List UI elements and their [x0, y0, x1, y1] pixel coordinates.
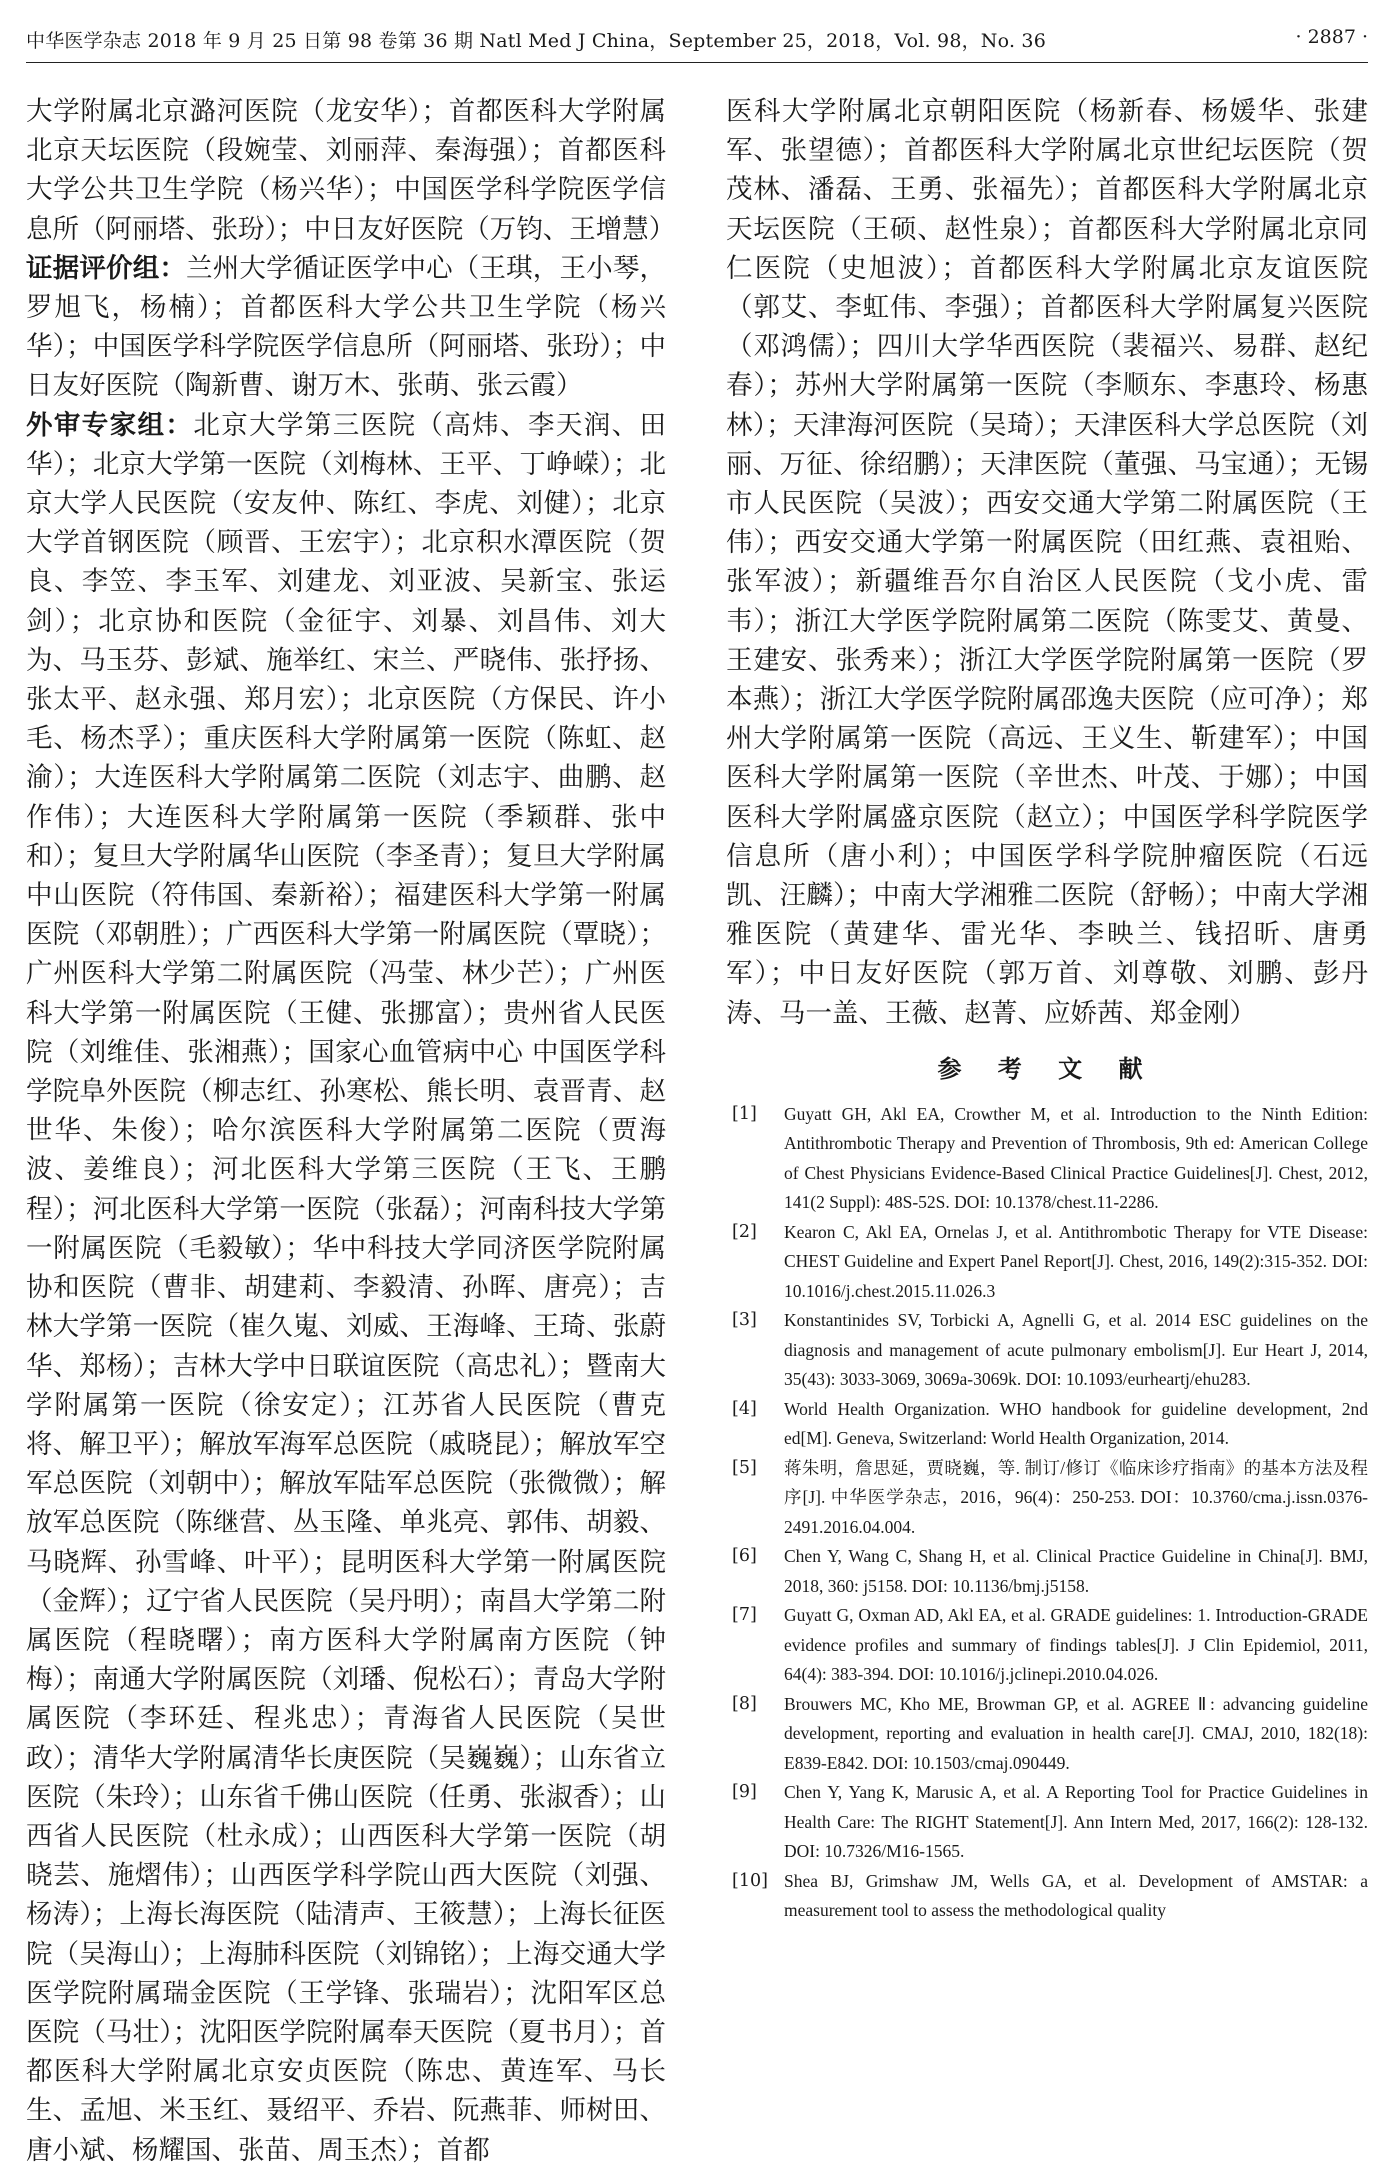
review-group-paragraph — [26, 406, 666, 2170]
reference-text: Kearon C, Akl EA, Ornelas J, et al. Antithrombotic Therapy for VTE Disease: CHEST Guideline and Expert Panel Report[J]. Chest, 2016, 149(2):315-352. DOI: 10.1016/j.chest.2015.11.026.3 — [784, 1221, 1368, 1301]
reference-text: Guyatt G, Oxman AD, Akl EA, et al. GRADE guidelines: 1. Introduction-GRADE evidence profiles and summary of findings tables[J]. J Clin Epidemiol, 2011, 64(4): 383-394. DOI: 10.1016/j.jclinepi.2010.04.026. — [784, 1605, 1368, 1685]
reference-number: [3] — [732, 1310, 757, 1331]
reference-item — [726, 1395, 1368, 1454]
evidence-group-text: 兰州大学循证医学中心（王琪，王小琴，罗旭飞，杨楠）；首都医科大学公共卫生学院（杨兴华）；中国医学科学院医学信息所（阿丽塔、张玢）；中日友好医院（陶新曹、谢万木、张萌、张云霞） — [26, 252, 667, 402]
reference-number: [9] — [732, 1782, 757, 1803]
reference-item — [726, 1218, 1368, 1307]
reference-number: [5] — [732, 1457, 757, 1478]
page-number: · 2887 · — [1295, 26, 1368, 48]
reference-number: [4] — [732, 1398, 757, 1419]
reference-text: Chen Y, Wang C, Shang H, et al. Clinical Practice Guideline in China[J]. BMJ, 2018, 360: j5158. DOI: 10.1136/bmj.j5158. — [784, 1546, 1368, 1596]
reference-text: Shea BJ, Grimshaw JM, Wells GA, et al. Development of AMSTAR: a measurement tool to assess the methodological quality — [784, 1870, 1368, 1921]
reference-item — [726, 1867, 1368, 1926]
reference-number: [6] — [732, 1546, 757, 1567]
reference-number: [1] — [732, 1103, 757, 1124]
reference-item — [726, 1601, 1368, 1690]
reference-text: 蒋朱明，詹思延，贾晓巍，等. 制订/修订《临床诊疗指南》的基本方法及程序[J]. 中华医学杂志，2016，96(4)：250-253. DOI：10.3760/cma.j.issn.0376-2491.2016.04.004. — [784, 1457, 1368, 1537]
affiliation-paragraph-continued: 医科大学附属北京朝阳医院（杨新春、杨媛华、张建军、张望德）；首都医科大学附属北京世纪坛医院（贺茂林、潘磊、王勇、张福先）；首都医科大学附属北京天坛医院（王硕、赵性泉）；首都医科大学附属北京同仁医院（史旭波）；首都医科大学附属北京友谊医院（郭艾、李虹伟、李强）；首都医科大学附属复兴医院（邓鸿儒）；四川大学华西医院（裴福兴、易群、赵纪春）；苏州大学附属第一医院（李顺东、李惠玲、杨惠林）；天津海河医院（吴琦）；天津医科大学总医院（刘丽、万征、徐绍鹏）；天津医院（董强、马宝通）；无锡市人民医院（吴波）；西安交通大学第二附属医院（王伟）；西安交通大学第一附属医院（田红燕、袁祖贻、张军波）；新疆维吾尔自治区人民医院（戈小虎、雷韦）；浙江大学医学院附属第二医院（陈雯艾、黄曼、王建安、张秀来）；浙江大学医学院附属第一医院（罗本燕）；浙江大学医学院附属邵逸夫医院（应可净）；郑州大学附属第一医院（高远、王义生、靳建军）；中国医科大学附属第一医院（辛世杰、叶茂、于娜）；中国医科大学附属盛京医院（赵立）；中国医学科学院医学信息所（唐小利）；中国医学科学院肿瘤医院（石远凯、汪麟）；中南大学湘雅二医院（舒畅）；中南大学湘雅医院（黄建华、雷光华、李映兰、钱招昕、唐勇军）；中日友好医院（郭万首、刘尊敬、刘鹏、彭丹涛、马一盖、王薇、赵菁、应娇茜、郑金刚） — [726, 96, 1368, 1029]
reference-number: [7] — [732, 1605, 757, 1626]
right-column — [726, 92, 1368, 2018]
reference-item — [726, 1778, 1368, 1867]
evidence-group-label: 证据评价组： — [26, 252, 187, 284]
review-group-text: 北京大学第三医院（高炜、李天润、田华）；北京大学第一医院（刘梅林、王平、丁峥嵘）；北京大学人民医院（安友仲、陈红、李虎、刘健）；北京大学首钢医院（顾晋、王宏宇）；北京积水潭医院（贺良、李笠、李玉军、刘建龙、刘亚波、吴新宝、张运剑）；北京协和医院（金征宇、刘暴、刘昌伟、刘大为、马玉芬、彭斌、施举红、宋兰、严晓伟、张抒扬、张太平、赵永强、郑月宏）；北京医院（方保民、许小毛、杨杰孚）；重庆医科大学附属第一医院（陈虹、赵渝）；大连医科大学附属第二医院（刘志宇、曲鹏、赵作伟）；大连医科大学附属第一医院（季颖群、张中和）；复旦大学附属华山医院（李圣青）；复旦大学附属中山医院（符伟国、秦新裕）；福建医科大学第一附属医院（邓朝胜）；广西医科大学第一附属医院（覃晓）；广州医科大学第二附属医院（冯莹、林少芒）；广州医科大学第一附属医院（王健、张挪富）；贵州省人民医院（刘维佳、张湘燕）；国家心血管病中心 中国医学科学院阜外医院（柳志红、孙寒松、熊长明、袁晋青、赵世华、朱俊）；哈尔滨医科大学附属第二医院（贾海波、姜维良）；河北医科大学第三医院（王飞、王鹏程）；河北医科大学第一医院（张磊）；河南科技大学第一附属医院（毛毅敏）；华中科技大学同济医学院附属协和医院（曹非、胡建莉、李毅清、孙晖、唐亮）；吉林大学第一医院（崔久嵬、刘威、王海峰、王琦、张蔚华、郑杨）；吉林大学中日联谊医院（高忠礼）；暨南大学附属第一医院（徐安定）；江苏省人民医院（曹克将、解卫平）；解放军海军总医院（戚晓昆）；解放军空军总医院（刘朝中）；解放军陆军总医院（张微微）；解放军总医院（陈继营、丛玉隆、单兆亮、郭伟、胡毅、马晓辉、孙雪峰、叶平）；昆明医科大学第一附属医院（金辉）；辽宁省人民医院（吴丹明）；南昌大学第二附属医院（程晓曙）；南方医科大学附属南方医院（钟梅）；南通大学附属医院（刘璠、倪松石）；青岛大学附属医院（李环廷、程兆忠）；青海省人民医院（吴世政）；清华大学附属清华长庚医院（吴巍巍）；山东省立医院（朱玲）；山东省千佛山医院（任勇、张淑香）；山西省人民医院（杜永成）；山西医科大学第一医院（胡晓芸、施熠伟）；山西医学科学院山西大医院（刘强、杨涛）；上海长海医院（陆清声、王筱慧）；上海长征医院（吴海山）；上海肺科医院（刘锦铭）；上海交通大学医学院附属瑞金医院（王学锋、张瑞岩）；沈阳军区总医院（马壮）；沈阳医学院附属奉天医院（夏书月）；首都医科大学附属北京安贞医院（陈忠、黄连军、马长生、孟旭、米玉红、聂绍平、乔岩、阮燕菲、师树田、唐小斌、杨耀国、张苗、周玉杰）；首都 — [26, 409, 667, 2166]
reference-item — [726, 1100, 1368, 1218]
reference-text: Guyatt GH, Akl EA, Crowther M, et al. Introduction to the Ninth Edition: Antithrombotic Therapy and Prevention of Thrombosis, 9th ed: American College of Chest Physicians Evidence-Based Clinical Practice Guidelines[J]. Chest, 2012, 141(2 Suppl): 48S-52S. DOI: 10.1378/chest.11-2286. — [784, 1103, 1368, 1213]
reference-text: Konstantinides SV, Torbicki A, Agnelli G, et al. 2014 ESC guidelines on the diagnosis and management of acute pulmonary embolism[J]. Eur Heart J, 2014, 35(43): 3033-3069, 3069a-3069k. DOI: 10.1093/eurheartj/ehu283. — [784, 1310, 1368, 1390]
evidence-group-paragraph — [26, 249, 666, 406]
running-header — [26, 22, 1368, 63]
reference-item — [726, 1454, 1368, 1543]
reference-number: [8] — [732, 1693, 757, 1714]
reference-number: [2] — [732, 1221, 757, 1242]
reference-item — [726, 1542, 1368, 1601]
reference-text: Brouwers MC, Kho ME, Browman GP, et al. AGREE Ⅱ: advancing guideline development, reporting and evaluation in health care[J]. CMAJ, 2010, 182(18): E839-E842. DOI: 10.1503/cmaj.090449. — [784, 1693, 1368, 1773]
left-column — [26, 92, 676, 2166]
reference-text: Chen Y, Yang K, Marusic A, et al. A Reporting Tool for Practice Guidelines in Health Care: The RIGHT Statement[J]. Ann Intern Med, 2017, 166(2): 128-132. DOI: 10.7326/M16-1565. — [784, 1782, 1368, 1862]
references-heading: 参 考 文 献 — [937, 1053, 1157, 1083]
reference-text: World Health Organization. WHO handbook for guideline development, 2nd ed[M]. Geneva, Switzerland: World Health Organization, 2014. — [784, 1398, 1368, 1449]
reference-item — [726, 1306, 1368, 1395]
reference-number: [10] — [732, 1870, 768, 1891]
affiliation-paragraph: 大学附属北京潞河医院（龙安华）；首都医科大学附属北京天坛医院（段婉莹、刘丽萍、秦海强）；首都医科大学公共卫生学院（杨兴华）；中国医学科学院医学信息所（阿丽塔、张玢）；中日友好医院（万钧、王增慧） — [26, 96, 676, 245]
journal-citation-header: 中华医学杂志 2018 年 9 月 25 日第 98 卷第 36 期 Natl Med J China，September 25，2018，Vol. 98，No. 36 — [26, 30, 1046, 52]
reference-list — [726, 1100, 1368, 1926]
review-group-label: 外审专家组： — [26, 409, 194, 441]
reference-item — [726, 1690, 1368, 1779]
